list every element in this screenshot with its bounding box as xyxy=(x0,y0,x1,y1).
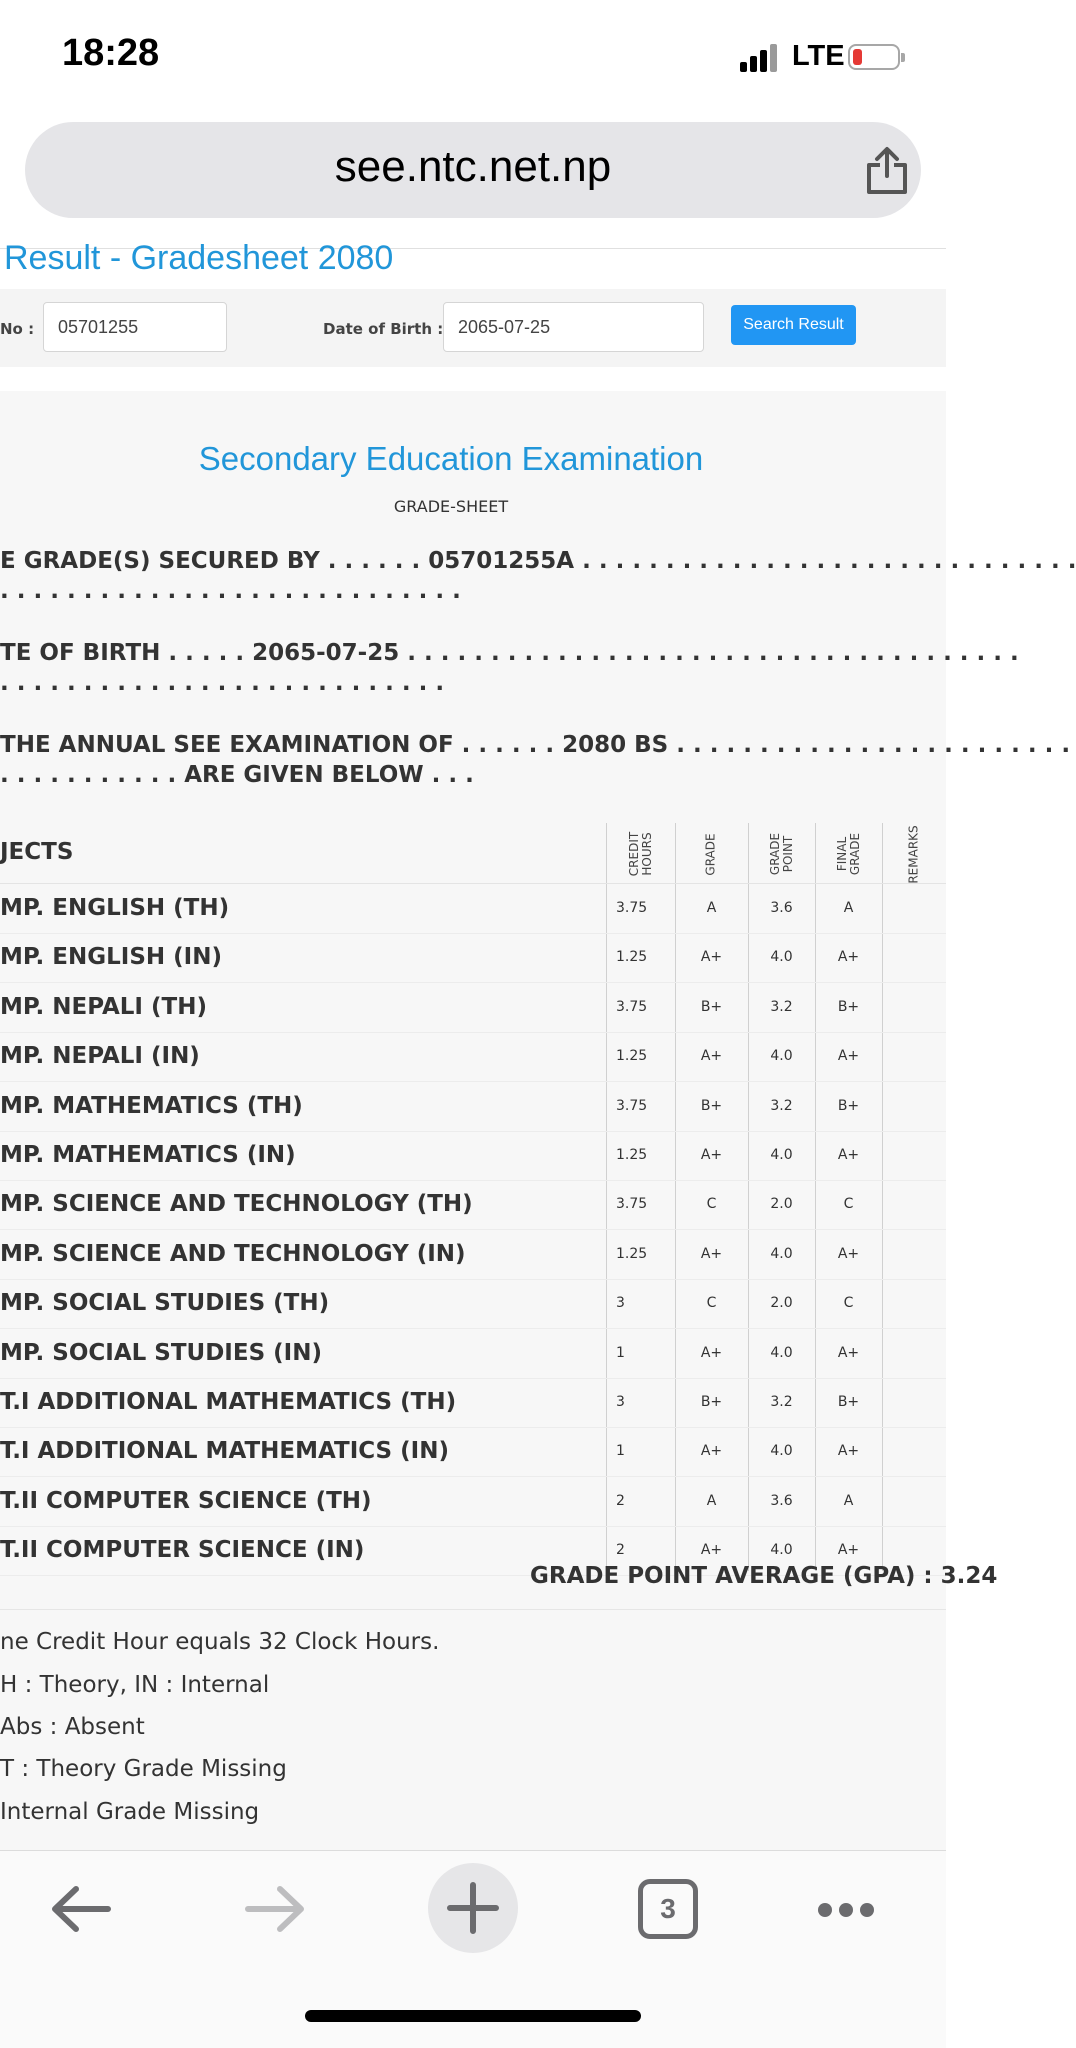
cell-grade: A+ xyxy=(700,1443,723,1460)
cell-point: 4.0 xyxy=(770,1443,793,1460)
cell-credit: 3.75 xyxy=(616,1097,648,1114)
cell-grade: A+ xyxy=(700,1344,723,1361)
cell-final: A+ xyxy=(837,1344,860,1361)
note-theory-missing: T : Theory Grade Missing xyxy=(0,1756,287,1782)
subject-name: T.II COMPUTER SCIENCE (TH) xyxy=(0,1487,372,1514)
share-icon[interactable] xyxy=(861,144,913,196)
cell-credit: 3.75 xyxy=(616,900,648,916)
header-subjects: JECTS xyxy=(0,839,74,865)
cell-point: 3.2 xyxy=(770,1394,793,1410)
cell-credit: 1.25 xyxy=(616,1048,648,1065)
page-title: Result - Gradesheet 2080 xyxy=(4,239,394,277)
network-type: LTE xyxy=(792,40,845,72)
cell-grade: A+ xyxy=(700,949,723,966)
home-indicator xyxy=(305,2010,641,2022)
cell-credit: 3.75 xyxy=(616,998,648,1015)
cell-final: C xyxy=(843,1196,854,1213)
cell-point: 3.6 xyxy=(770,1492,793,1509)
back-arrow-icon[interactable] xyxy=(50,1885,112,1937)
header-remarks: REMARKS xyxy=(906,824,921,884)
gpa-summary: GRADE POINT AVERAGE (GPA) : 3.24 xyxy=(530,1563,998,1589)
subject-name: T.II COMPUTER SCIENCE (IN) xyxy=(0,1537,365,1564)
symbol-label: No : xyxy=(0,320,35,338)
cell-grade: A xyxy=(706,900,717,916)
cell-final: B+ xyxy=(837,1097,860,1114)
status-bar xyxy=(0,0,946,118)
exam-title: Secondary Education Examination xyxy=(198,440,704,477)
cell-credit: 1.25 xyxy=(616,949,648,966)
table-row xyxy=(0,1280,946,1329)
cell-grade: C xyxy=(706,1295,717,1312)
table-row xyxy=(0,1231,946,1280)
note-credit-hour: ne Credit Hour equals 32 Clock Hours. xyxy=(0,1629,440,1655)
cell-point: 3.2 xyxy=(770,998,793,1015)
cell-grade: C xyxy=(706,1196,717,1213)
cell-credit: 1.25 xyxy=(616,1147,648,1163)
header-credit-hours: CREDIT HOURS xyxy=(626,831,654,877)
cell-credit: 2 xyxy=(616,1542,625,1559)
table-row xyxy=(0,1330,946,1379)
cell-credit: 1.25 xyxy=(616,1245,648,1262)
cell-grade: B+ xyxy=(700,998,723,1015)
status-time: 18:28 xyxy=(62,32,160,74)
exam-line-2: . . . . . . . . . . . ARE GIVEN BELOW . . . xyxy=(0,762,474,788)
cell-point: 4.0 xyxy=(770,1147,793,1163)
table-header xyxy=(0,823,946,884)
cell-final: C xyxy=(843,1295,854,1312)
cell-grade: A+ xyxy=(700,1048,723,1065)
grade-sheet xyxy=(0,391,1076,1861)
header-grade-point: GRADE POINT xyxy=(767,832,795,876)
cell-point: 2.0 xyxy=(770,1295,793,1312)
subject-name: MP. MATHEMATICS (TH) xyxy=(0,1092,303,1119)
web-page xyxy=(0,239,1076,1851)
cell-final: A+ xyxy=(837,1443,860,1460)
cell-credit: 2 xyxy=(616,1492,625,1509)
cell-point: 4.0 xyxy=(770,1245,793,1262)
cell-grade: A+ xyxy=(700,1147,723,1163)
cell-final: B+ xyxy=(837,998,860,1015)
cell-credit: 1 xyxy=(616,1344,625,1361)
dob-input[interactable]: 2065-07-25 xyxy=(443,302,704,352)
cell-final: A+ xyxy=(837,1147,860,1163)
table-row xyxy=(0,984,946,1033)
subject-name: MP. NEPALI (TH) xyxy=(0,993,207,1020)
cell-point: 2.0 xyxy=(770,1196,793,1213)
cell-final: A+ xyxy=(837,1245,860,1262)
table-row xyxy=(0,885,946,934)
subject-name: MP. SOCIAL STUDIES (IN) xyxy=(0,1339,322,1366)
search-result-button[interactable]: Search Result xyxy=(731,305,856,345)
subject-name: MP. SCIENCE AND TECHNOLOGY (IN) xyxy=(0,1240,466,1267)
cell-grade: A xyxy=(706,1492,717,1509)
table-row xyxy=(0,1033,946,1082)
cell-grade: B+ xyxy=(700,1097,723,1114)
url-text[interactable]: see.ntc.net.np xyxy=(334,142,612,191)
search-form xyxy=(0,289,946,367)
cell-point: 4.0 xyxy=(770,1542,793,1559)
cell-credit: 3.75 xyxy=(616,1196,648,1213)
cell-final: B+ xyxy=(837,1394,860,1410)
table-row xyxy=(0,934,946,983)
header-grade: GRADE xyxy=(704,832,718,876)
secured-by-line-2: . . . . . . . . . . . . . . . . . . . . . . . . . . . . xyxy=(0,578,461,604)
table-row xyxy=(0,1478,946,1527)
dob-label: Date of Birth : xyxy=(323,320,444,338)
cell-final: A+ xyxy=(837,949,860,966)
cell-point: 3.6 xyxy=(770,900,793,916)
tabs-icon[interactable]: 3 xyxy=(638,1879,698,1939)
dob-line-2: . . . . . . . . . . . . . . . . . . . . . . . . . . . xyxy=(0,670,445,696)
table-row xyxy=(0,1428,946,1477)
cell-credit: 3 xyxy=(616,1394,625,1410)
subject-name: T.I ADDITIONAL MATHEMATICS (TH) xyxy=(0,1389,457,1415)
cell-final: A+ xyxy=(837,1542,860,1559)
table-row xyxy=(0,1132,946,1181)
cell-final: A+ xyxy=(837,1048,860,1065)
exam-line: THE ANNUAL SEE EXAMINATION OF . . . . . . 2080 BS . . . . . . . . . . . . . . . . . . . . . . . . xyxy=(0,732,1071,758)
new-tab-button[interactable] xyxy=(428,1863,518,1953)
note-theory-internal: H : Theory, IN : Internal xyxy=(0,1672,270,1698)
cell-final: A xyxy=(843,1492,854,1509)
subject-name: MP. NEPALI (IN) xyxy=(0,1043,200,1070)
battery-icon xyxy=(848,44,900,70)
table-row xyxy=(0,1083,946,1132)
forward-arrow-icon[interactable] xyxy=(244,1885,306,1937)
cell-point: 4.0 xyxy=(770,1048,793,1065)
address-bar[interactable] xyxy=(25,122,921,218)
cell-grade: A+ xyxy=(700,1245,723,1262)
subject-name: MP. SOCIAL STUDIES (TH) xyxy=(0,1290,330,1317)
subject-name: MP. MATHEMATICS (IN) xyxy=(0,1142,296,1168)
secured-by-line: E GRADE(S) SECURED BY . . . . . . 05701255A . . . . . . . . . . . . . . . . . . . . . . . . . . . . . . xyxy=(0,548,1076,574)
note-internal-missing: Internal Grade Missing xyxy=(0,1799,260,1825)
header-final-grade: FINAL GRADE xyxy=(834,832,862,876)
cell-credit: 3 xyxy=(616,1295,625,1312)
subject-name: T.I ADDITIONAL MATHEMATICS (IN) xyxy=(0,1438,449,1465)
table-row xyxy=(0,1181,946,1230)
subject-name: MP. ENGLISH (IN) xyxy=(0,944,222,971)
plus-icon xyxy=(428,1863,518,1953)
note-absent: Abs : Absent xyxy=(0,1714,145,1740)
signal-icon xyxy=(740,44,780,72)
cell-grade: A+ xyxy=(700,1542,723,1559)
grade-sheet-subtitle: GRADE-SHEET xyxy=(393,497,509,516)
cell-credit: 1 xyxy=(616,1443,625,1460)
cell-grade: B+ xyxy=(700,1394,723,1410)
cell-point: 3.2 xyxy=(770,1097,793,1114)
cell-point: 4.0 xyxy=(770,949,793,966)
subject-name: MP. SCIENCE AND TECHNOLOGY (TH) xyxy=(0,1191,473,1218)
symbol-number-input[interactable]: 05701255 xyxy=(43,302,227,352)
more-icon[interactable] xyxy=(816,1901,876,1923)
dob-line: TE OF BIRTH . . . . . 2065-07-25 . . . . . . . . . . . . . . . . . . . . . . . . . . . . . . . . . . . . . xyxy=(0,640,1019,666)
subject-name: MP. ENGLISH (TH) xyxy=(0,895,230,921)
cell-point: 4.0 xyxy=(770,1344,793,1361)
table-row xyxy=(0,1379,946,1428)
cell-final: A xyxy=(843,900,854,916)
